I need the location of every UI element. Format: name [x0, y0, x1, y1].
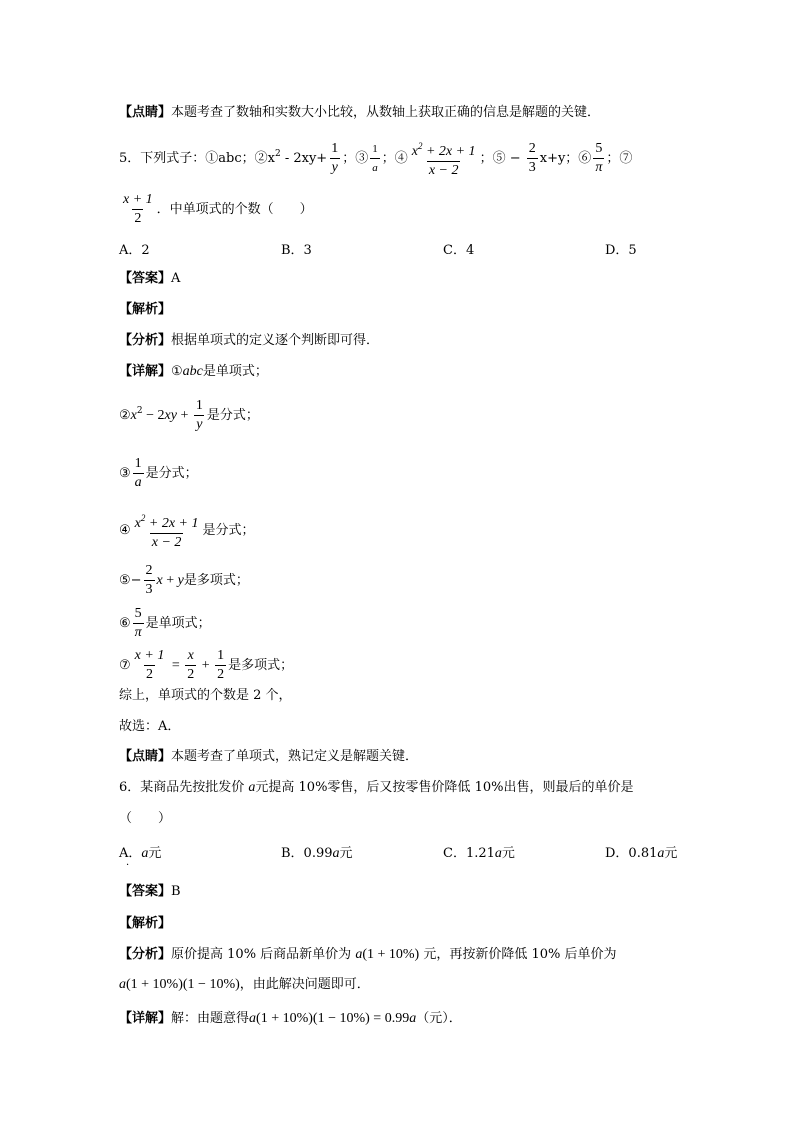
q5-sep4: ；④ [381, 151, 408, 166]
q6-option-a [119, 842, 161, 862]
q5-answer [119, 270, 180, 288]
item-num: ③ [119, 466, 131, 481]
remark-text: 本题考查了数轴和实数大小比较，从数轴上获取正确的信息是解题的关键． [171, 105, 601, 120]
var: a [249, 1011, 257, 1026]
e4-exp: 2 [417, 141, 423, 151]
e4-x: x [411, 144, 418, 159]
frac-num: x [187, 648, 194, 663]
frac-num: 1 [331, 141, 339, 156]
frac-num: x + 1 [123, 192, 153, 207]
fenxi-a: 原价提高 10% 后商品新单价为 [171, 947, 356, 962]
frac-den: π [134, 625, 142, 640]
opt-var: a [657, 846, 665, 861]
q5-analysis-tag: 【解析】 [119, 302, 172, 317]
opt-post: 元 [339, 846, 353, 861]
plus: + [198, 658, 214, 673]
q5-detail-5 [119, 563, 249, 598]
q6-var: a [248, 780, 256, 795]
detail-tag: 【详解】 [119, 1011, 172, 1026]
q6-stem-a: 6．某商品先按批发价 [119, 780, 249, 795]
q5-option-c: C．4 [443, 243, 475, 258]
q6-option-b [281, 842, 353, 862]
e4-rest: + 2x + 1 [422, 144, 476, 159]
fenxi-tag: 【分析】 [119, 333, 172, 348]
item-num: ① [171, 364, 183, 379]
q6-detail [119, 1010, 462, 1028]
frac-e4 [133, 510, 201, 551]
verdict: 是多项式； [228, 658, 294, 673]
expr-x: x [156, 573, 163, 588]
q6-paren: （ ） [119, 811, 172, 826]
q5-fenxi [119, 332, 379, 350]
q5-detail-3 [119, 456, 198, 491]
q5-stem-line-2 [119, 192, 313, 227]
verdict: 是多项式； [183, 573, 249, 588]
q6-answer [119, 883, 181, 901]
q5-option-b: B．3 [281, 243, 312, 258]
item-num: ⑥ [119, 616, 131, 631]
expr: abc [182, 364, 203, 379]
expr-x: x [130, 408, 137, 423]
e4-rest: + 2x + 1 [145, 516, 199, 531]
q5-summary: 综上，单项式的个数是 2 个， [119, 688, 292, 703]
q6-fenxi-2 [119, 976, 370, 994]
item-num: ④ [119, 523, 131, 538]
frac-den: x − 2 [428, 163, 459, 178]
q5-frac-e7 [121, 192, 155, 227]
frac-num [133, 510, 201, 533]
q5-sep5: ；⑤ − [479, 151, 525, 166]
frac-num: 1 [134, 456, 142, 471]
item-num: ② [119, 408, 131, 423]
expr-plus: + [176, 408, 192, 423]
frac-num: 1 [195, 398, 203, 413]
frac-e7 [133, 648, 167, 683]
e4-exp: 2 [140, 513, 146, 523]
verdict: 是分式； [145, 466, 198, 481]
frac-num: 2 [145, 563, 153, 578]
opt-var: a [141, 846, 149, 861]
var: a [409, 1011, 417, 1026]
frac-den: 3 [145, 582, 153, 597]
item-num: ⑦ [119, 658, 131, 673]
expr-exp: 2 [136, 406, 143, 416]
answer-tag: 【答案】 [119, 271, 172, 286]
remark-tag: 【点睛】 [119, 105, 172, 120]
frac-den: a [134, 475, 142, 490]
frac-den: 2 [217, 667, 225, 682]
q6-option-c [443, 842, 515, 862]
verdict: 是单项式； [145, 616, 211, 631]
frac-den: 3 [528, 160, 536, 175]
verdict: 是单项式； [202, 364, 268, 379]
frac-den: y [331, 160, 338, 175]
frac-den: 2 [134, 211, 142, 226]
q5-option-a: A．2 [119, 243, 150, 258]
expr-y: y [177, 573, 184, 588]
frac-num: 5 [134, 606, 142, 621]
q6-stem [119, 779, 633, 797]
q6-option-d [605, 842, 677, 862]
q6-fenxi [119, 946, 617, 964]
q5-detail-6 [119, 606, 211, 641]
frac-den: 2 [145, 667, 153, 682]
q5-detail-4 [119, 510, 255, 551]
stray-dot: · [126, 860, 130, 871]
opt-pre: A． [119, 846, 142, 861]
q5-frac-1a [370, 141, 380, 176]
expr-plus: + [162, 573, 178, 588]
q5-choose: 故选：A． [119, 719, 181, 734]
frac-den: y [196, 417, 203, 432]
item-num: ⑤− [119, 573, 142, 588]
q6-analysis-tag: 【解析】 [119, 916, 172, 931]
var: a [119, 977, 126, 992]
frac-den: 2 [187, 667, 195, 682]
opt-pre: C．1.21 [443, 846, 495, 861]
frac-den: x − 2 [151, 535, 182, 550]
q5-detail-2 [119, 398, 259, 433]
q5-lead: 5．下列式子：①abc；②x [119, 151, 275, 166]
frac-num: 2 [528, 141, 536, 156]
answer-tag: 【答案】 [119, 884, 172, 899]
frac-5pi [133, 606, 144, 641]
frac-num: 5 [595, 141, 603, 156]
frac-x2 [185, 648, 196, 683]
q5-detail-7 [119, 648, 293, 683]
answer-value: A [171, 271, 181, 286]
frac-num: 1 [372, 143, 378, 155]
q5-frac-1y [329, 141, 340, 176]
detail-tag: 【详解】 [119, 364, 172, 379]
q5-e5-rest: x+y；⑥ [539, 151, 592, 166]
q5-exp: 2 [274, 149, 281, 159]
q6-stem-b: 元提高 10%零售，后又按零售价降低 10%出售，则最后的单价是 [255, 780, 634, 795]
remark-text: 本题考查了单项式，熟记定义是解题关键． [171, 749, 419, 764]
fenxi-c: ，由此解决问题即可． [239, 977, 370, 992]
answer-value: B [171, 884, 181, 899]
equals: = [168, 658, 184, 673]
verdict: 是分式； [206, 408, 259, 423]
detail-b: （元）． [416, 1011, 462, 1026]
verdict: 是分式； [202, 523, 255, 538]
e4-x: x [134, 516, 141, 531]
opt-pre: B．0.99 [281, 846, 333, 861]
q5-sep7: ；⑦ [606, 151, 633, 166]
q5-e2-rest: - 2xy+ [280, 151, 328, 166]
opt-post: 元 [148, 846, 162, 861]
q5-frac-2-3 [527, 141, 538, 176]
fenxi-text: 根据单项式的定义逐个判断即可得． [171, 333, 380, 348]
prev-remark-line [119, 104, 600, 122]
fenxi-tag: 【分析】 [119, 947, 172, 962]
frac-den: a [370, 158, 380, 176]
detail-a: 解：由题意得 [171, 1011, 250, 1026]
detail-expr: (1 + 10%)(1 − 10%) = 0.99 [256, 1011, 410, 1026]
opt-post: 元 [501, 846, 515, 861]
fenxi-b: 元，再按新价降低 10% 后单价为 [419, 947, 617, 962]
q5-option-d: D．5 [605, 243, 637, 258]
frac-1a [133, 456, 144, 491]
expr-xy: xy [164, 408, 177, 423]
q5-frac-5pi [593, 141, 604, 176]
q5-sep3: ；③ [342, 151, 369, 166]
q5-detail-1 [119, 363, 268, 381]
opt-pre: D．0.81 [605, 846, 658, 861]
frac-num: x + 1 [134, 648, 165, 663]
frac-1-2 [215, 648, 226, 683]
frac-den: π [595, 160, 603, 175]
q5-stem-line [119, 138, 632, 179]
fenxi-expr2: (1 + 10%)(1 − 10%) [126, 977, 240, 992]
opt-var: a [494, 846, 502, 861]
q5-tail: ．中单项式的个数（ ） [156, 202, 313, 217]
q5-frac-e4 [410, 138, 478, 179]
fenxi-expr: (1 + 10%) [362, 947, 420, 962]
frac-num [410, 138, 478, 161]
opt-var: a [332, 846, 340, 861]
q5-remark [119, 748, 418, 766]
frac-2-3 [144, 563, 155, 598]
frac-num: 1 [217, 648, 225, 663]
var: a [355, 947, 363, 962]
expr-coef: − 2 [142, 408, 165, 423]
opt-post: 元 [664, 846, 678, 861]
remark-tag: 【点睛】 [119, 749, 172, 764]
frac-1y [194, 398, 205, 433]
